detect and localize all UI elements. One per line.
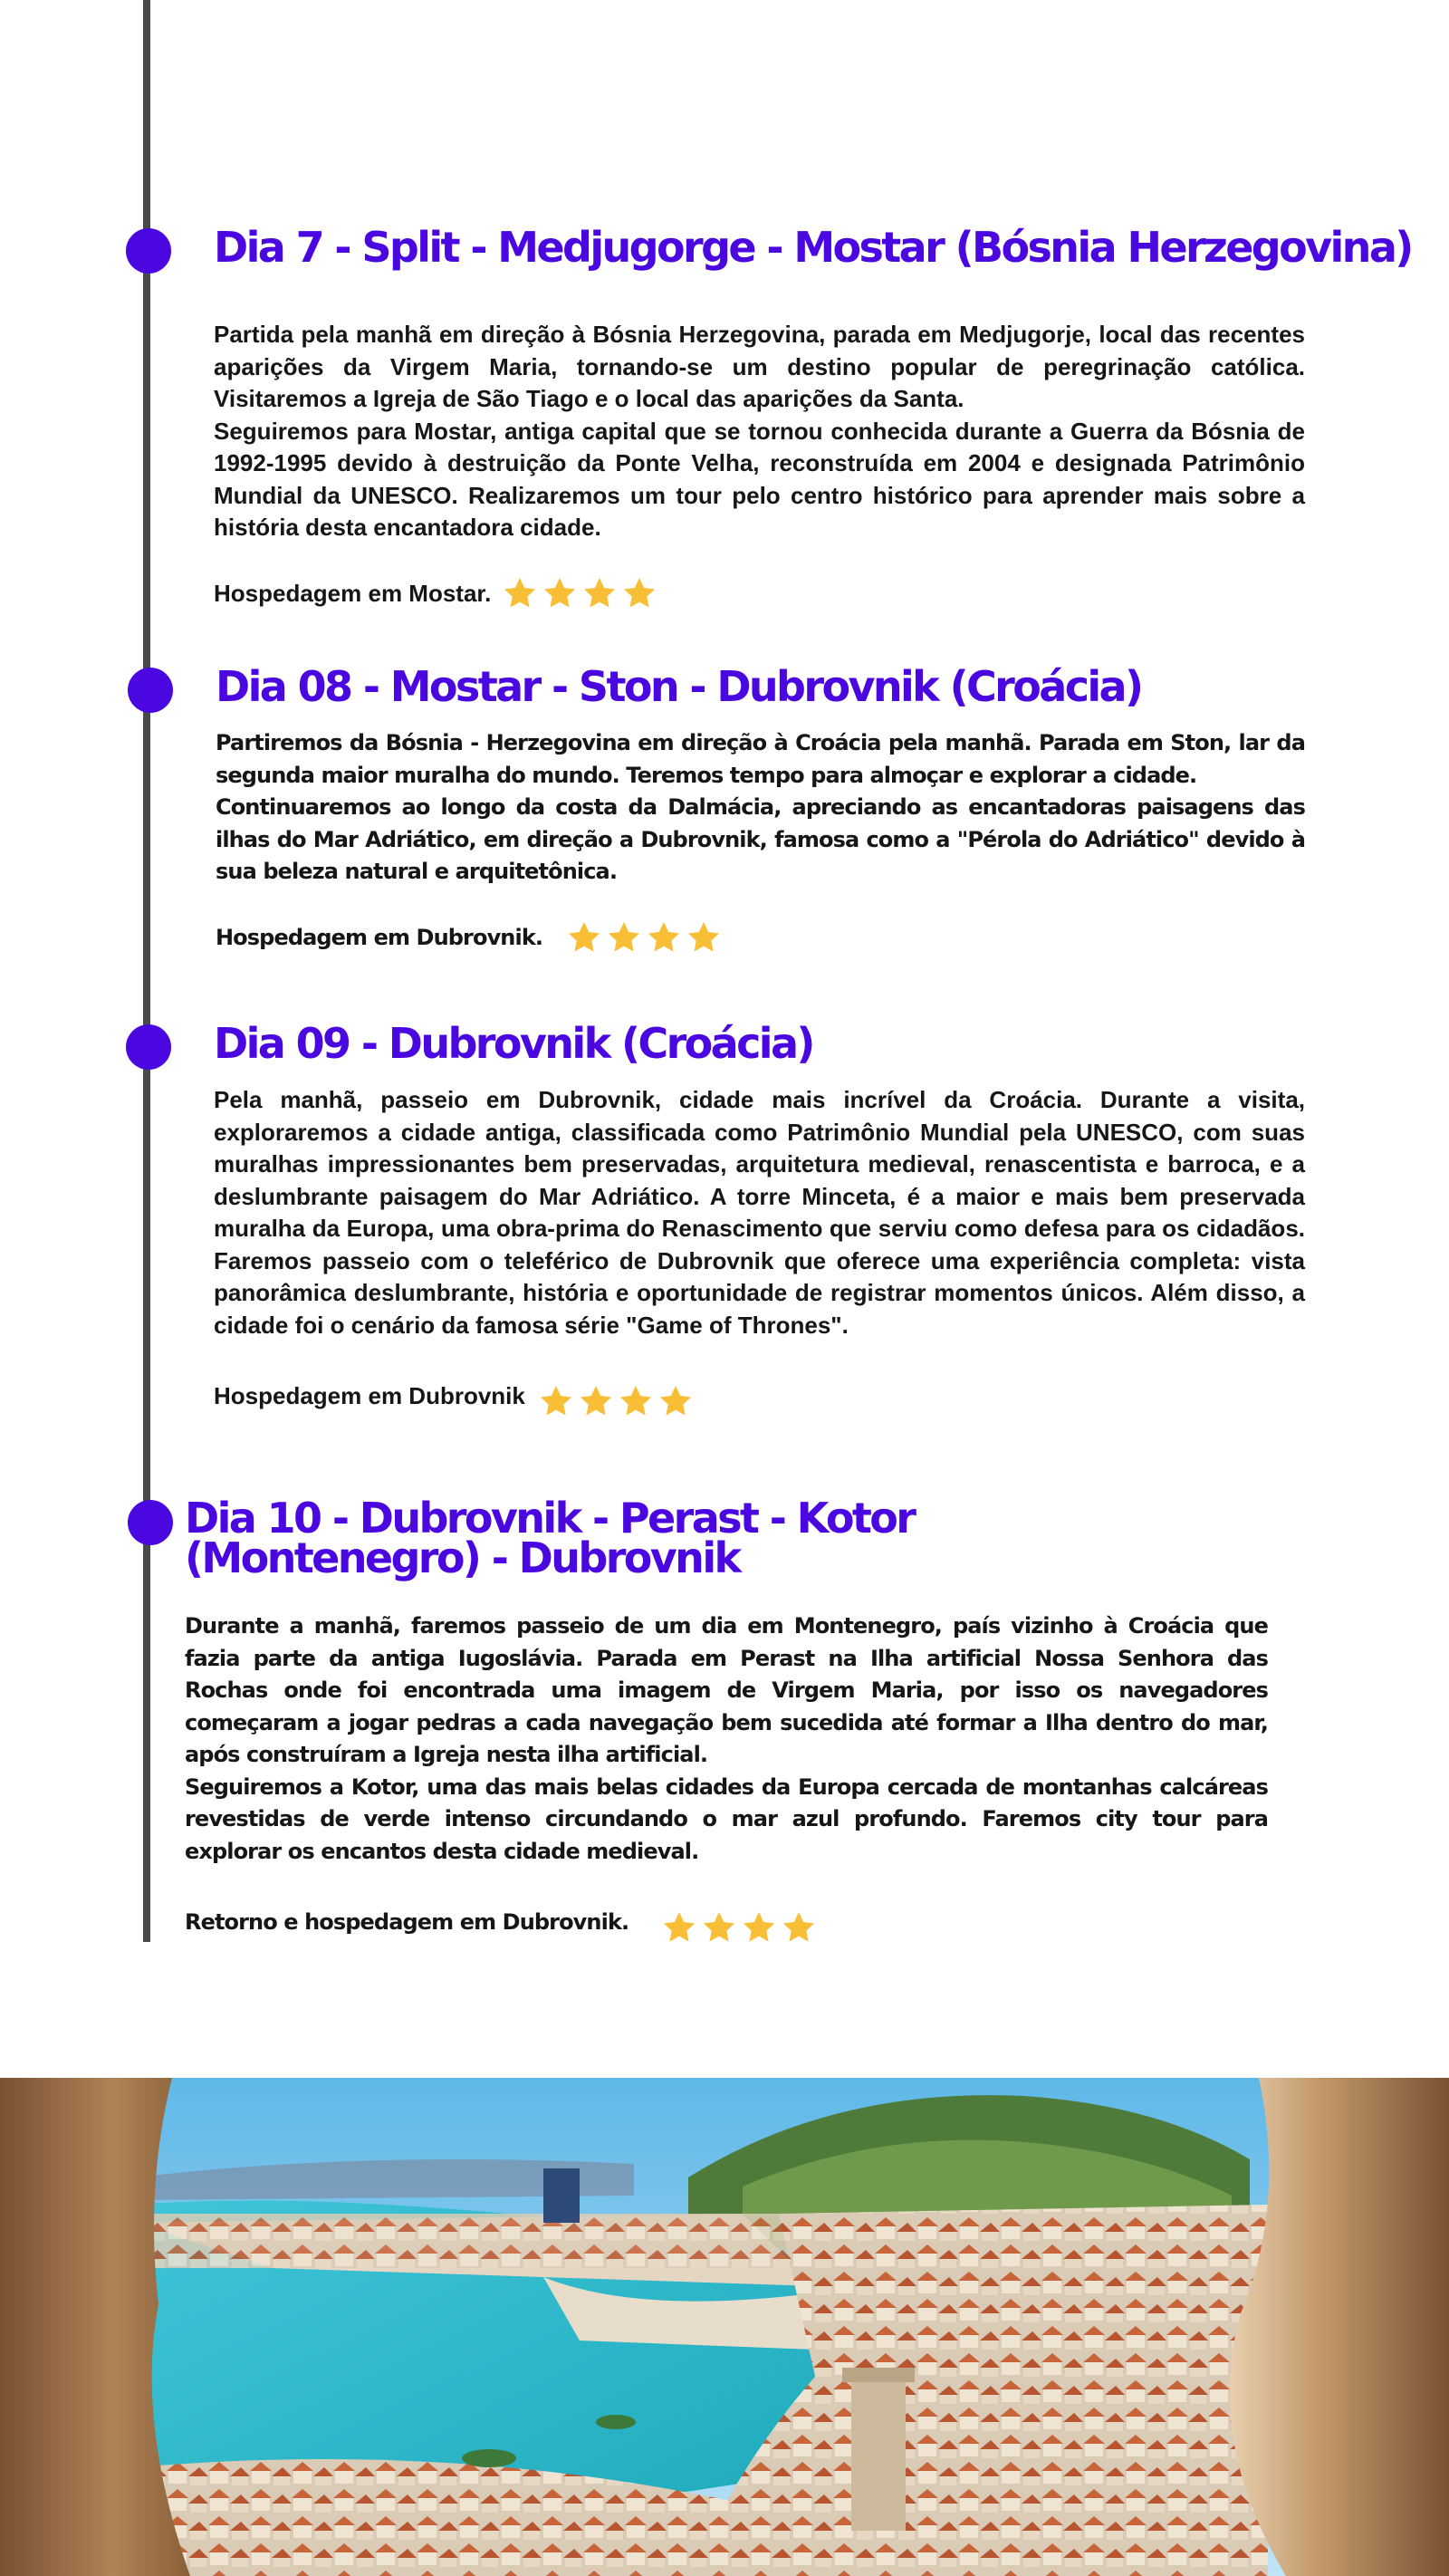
star-icon — [741, 1909, 777, 1946]
day-9-description — [214, 1084, 1305, 1341]
timeline-line — [143, 0, 150, 1942]
day-9-paragraph-1: Pela manhã, passeio em Dubrovnik, cidade mais incrível da Croácia. Durante a visita, exploraremos a cidade antiga, classificada como Patrimônio Mundial pela UNESCO, com suas muralhas impressionantes bem preservadas, arquitetura medieval, renascentista e barroca, e a deslumbrante paisagem do Mar Adriático. A torre Minceta, é a maior e mais bem preservada muralha da Europa, uma obra-prima do Renascimento que serviu como defesa para os cidadãos. Faremos passeio com o teleférico de Dubrovnik que oferece uma experiência completa: vista panorâmica deslumbrante, história e oportunidade de registrar momentos únicos. Além disso, a cidade foi o cenário da famosa série "Game of Thrones". — [214, 1086, 1305, 1339]
day-7-lodging-text: Hospedagem em Mostar. — [214, 579, 492, 607]
day-8-lodging-text: Hospedagem em Dubrovnik. — [216, 924, 543, 950]
day-10-lodging-text: Retorno e hospedagem em Dubrovnik. — [185, 1909, 629, 1935]
day-7-section — [214, 223, 1412, 611]
day-9-title: Dia 09 - Dubrovnik (Croácia) — [214, 1019, 813, 1068]
star-icon — [646, 919, 682, 956]
timeline-dot-day-7 — [126, 228, 171, 274]
timeline-dot-day-9 — [126, 1024, 171, 1070]
day-10-paragraph-2: Seguiremos a Kotor, uma das mais belas cidades da Europa cercada de montanhas calcáreas revestidas de verde intenso circundando o mar azul profundo. Faremos city tour para explorar os encantos desta cidade medieval. — [185, 1773, 1268, 1864]
day-8-paragraph-2: Continuaremos ao longo da costa da Dalmácia, apreciando as encantadoras paisagens das ilhas do Mar Adriático, em direção a Dubrovnik, famosa como a "Pérola do Adriático" devido à sua beleza natural e arquitetônica. — [216, 794, 1305, 884]
star-icon — [657, 1383, 694, 1419]
star-icon — [686, 919, 722, 956]
day-7-rating — [502, 575, 657, 611]
star-icon — [502, 575, 538, 611]
day-9-rating — [538, 1383, 694, 1419]
timeline-dot-day-8 — [128, 668, 173, 713]
star-icon — [578, 1383, 614, 1419]
day-9-lodging — [214, 1372, 1305, 1419]
day-10-paragraph-1: Durante a manhã, faremos passeio de um dia em Montenegro, país vizinho à Croácia que fazia parte da antiga Iugoslávia. Parada em Perast na Ilha artificial Nossa Senhora das Rochas onde foi encontrada uma imagem de Virgem Maria, por isso os navegadores começaram a jogar pedras a cada navegação bem sucedida até formar a Ilha dentro do mar, após construíram a Igreja nesta ilha artificial. — [185, 1613, 1268, 1767]
star-icon — [618, 1383, 654, 1419]
day-10-lodging — [185, 1898, 1268, 1946]
day-8-section — [216, 662, 1305, 956]
day-10-description — [185, 1610, 1268, 1868]
star-icon — [661, 1909, 697, 1946]
star-icon — [606, 919, 642, 956]
star-icon — [781, 1909, 817, 1946]
day-10-section — [185, 1494, 1268, 1946]
day-8-description — [216, 727, 1305, 889]
day-8-lodging — [216, 919, 1305, 956]
star-icon — [538, 1383, 574, 1419]
day-7-description — [214, 319, 1305, 544]
timeline-dot-day-10 — [128, 1500, 173, 1545]
day-10-title: Dia 10 - Dubrovnik - Perast - Kotor (Montenegro) - Dubrovnik — [185, 1494, 915, 1582]
day-7-lodging — [214, 575, 1305, 611]
star-icon — [621, 575, 657, 611]
star-icon — [701, 1909, 737, 1946]
day-9-section — [214, 1019, 1305, 1419]
day-7-paragraph-1: Partida pela manhã em direção à Bósnia Herzegovina, parada em Medjugorje, local das recentes aparições da Virgem Maria, tornando-se um destino popular de peregrinação católica. Visitaremos a Igreja de São Tiago e o local das aparições da Santa. — [214, 321, 1305, 412]
day-8-rating — [566, 919, 722, 956]
split-city-photo — [0, 2078, 1449, 2576]
day-7-title: Dia 7 - Split - Medjugorge - Mostar (Bósnia Herzegovina) — [214, 223, 1412, 272]
star-icon — [566, 919, 602, 956]
day-8-paragraph-1: Partiremos da Bósnia - Herzegovina em direção à Croácia pela manhã. Parada em Ston, lar da segunda maior muralha do mundo. Teremos tempo para almoçar e explorar a cidade. — [216, 730, 1305, 788]
star-icon — [542, 575, 578, 611]
day-10-rating — [661, 1909, 817, 1946]
day-9-lodging-text: Hospedagem em Dubrovnik — [214, 1382, 525, 1409]
day-7-paragraph-2: Seguiremos para Mostar, antiga capital que se tornou conhecida durante a Guerra da Bósnia de 1992-1995 devido à destruição da Ponte Velha, reconstruída em 2004 e designada Patrimônio Mundial da UNESCO. Realizaremos um tour pelo centro histórico para aprender mais sobre a história desta encantadora cidade. — [214, 417, 1305, 541]
day-8-title: Dia 08 - Mostar - Ston - Dubrovnik (Croácia) — [216, 662, 1142, 711]
split-panorama-illustration — [0, 2078, 1449, 2576]
star-icon — [581, 575, 618, 611]
